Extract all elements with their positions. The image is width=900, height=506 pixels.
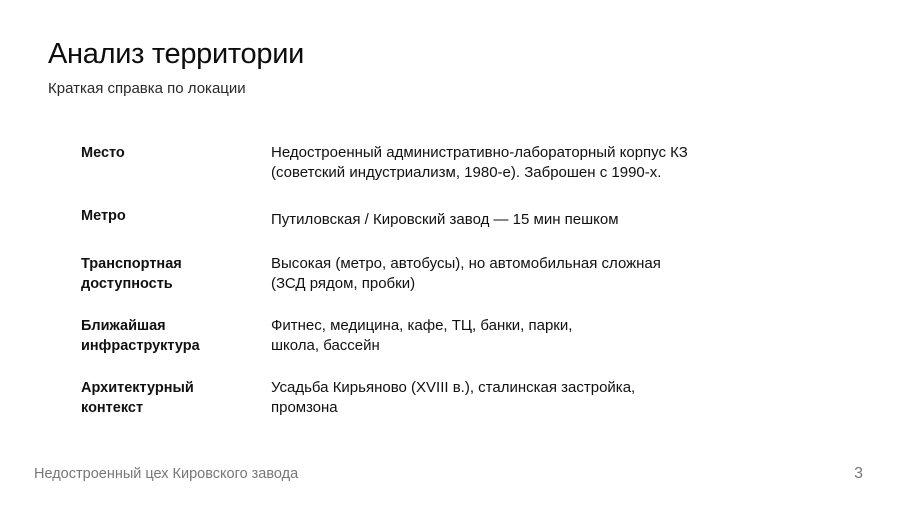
row-label: [81, 378, 251, 418]
row-value-line: (советский индустриализм, 1980-е). Заброшен с 1990-х.: [271, 164, 662, 181]
row-label-line: инфраструктура: [81, 338, 200, 354]
row-label-line: Архитектурный: [81, 380, 194, 396]
row-label-line: доступность: [81, 276, 173, 292]
row-value-line: Усадьба Кирьяново (XVIII в.), сталинская застройка,: [271, 379, 636, 396]
row-label: [81, 143, 251, 163]
row-label: [81, 254, 251, 294]
footer-caption: Недостроенный цех Кировского завода: [34, 466, 299, 482]
row-value-line: школа, бассейн: [271, 337, 380, 354]
row-value-line: Путиловская / Кировский завод — 15 мин пешком: [271, 211, 619, 228]
page-number: 3: [854, 465, 863, 482]
page-title: Анализ территории: [48, 38, 305, 70]
row-label-line: Место: [81, 145, 125, 161]
row-value-line: Фитнес, медицина, кафе, ТЦ, банки, парки,: [271, 317, 573, 334]
row-value: [271, 316, 711, 356]
row-label: [81, 206, 251, 226]
row-value-line: промзона: [271, 399, 338, 416]
row-value: [271, 254, 711, 294]
row-label-line: контекст: [81, 400, 144, 416]
row-value-line: (ЗСД рядом, пробки): [271, 275, 416, 292]
row-value: [271, 378, 711, 418]
row-value: [271, 210, 711, 230]
row-label-line: Метро: [81, 208, 126, 224]
page-subtitle: Краткая справка по локации: [48, 80, 246, 97]
row-value: [271, 143, 711, 183]
row-value-line: Недостроенный административно-лабораторный корпус КЗ: [271, 144, 688, 161]
row-label: [81, 316, 251, 356]
row-value-line: Высокая (метро, автобусы), но автомобильная сложная: [271, 255, 661, 272]
row-label-line: Транспортная: [81, 256, 182, 272]
row-label-line: Ближайшая: [81, 318, 166, 334]
